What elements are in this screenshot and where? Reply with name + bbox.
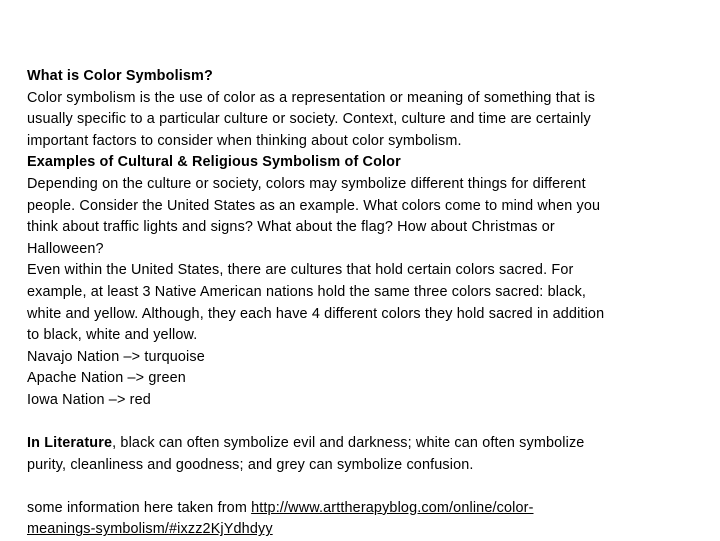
paragraph-line: Even within the United States, there are cultures that hold certain colors sacred. For <box>27 262 574 279</box>
heading-what-is-color-symbolism: What is Color Symbolism? <box>27 68 213 84</box>
literature-label: In Literature <box>27 435 113 452</box>
paragraph-line: important factors to consider when thinking about color symbolism. <box>27 132 462 149</box>
source-link[interactable]: http://www.arttherapyblog.com/online/color- <box>251 499 534 516</box>
literature-line-1 <box>27 433 695 455</box>
source-line-2 <box>27 519 695 541</box>
paragraph-line: Depending on the culture or society, colors may symbolize different things for different <box>27 175 586 192</box>
paragraph-line: Color symbolism is the use of color as a representation or meaning of something that is <box>27 89 596 106</box>
source-line-1 <box>27 498 695 520</box>
paragraph-line: think about traffic lights and signs? What about the flag? How about Christmas or <box>27 219 555 236</box>
paragraph-line: people. Consider the United States as an example. What colors come to mind when you <box>27 197 601 214</box>
nation-item-navajo: Navajo Nation –> turquoise <box>27 348 205 365</box>
paragraph-line: white and yellow. Although, they each have 4 different colors they hold sacred in addition <box>27 305 605 322</box>
literature-line-2: purity, cleanliness and goodness; and grey can symbolize confusion. <box>27 456 474 473</box>
source-link-continued[interactable]: meanings-symbolism/#ixzz2KjYdhdyy <box>27 521 273 538</box>
spacer <box>27 476 695 498</box>
paragraph-line: to black, white and yellow. <box>27 327 198 344</box>
source-prefix: some information here taken from <box>27 499 252 516</box>
spacer <box>27 412 695 434</box>
paragraph-line: Halloween? <box>27 240 104 257</box>
nation-item-iowa: Iowa Nation –> red <box>27 391 151 408</box>
paragraph-line: usually specific to a particular culture or society. Context, culture and time are certainly <box>27 111 591 128</box>
heading-examples: Examples of Cultural & Religious Symbolism of Color <box>27 154 401 171</box>
nation-item-apache: Apache Nation –> green <box>27 370 186 387</box>
document-body <box>27 66 695 541</box>
literature-text: , black can often symbolize evil and darkness; white can often symbolize <box>112 435 585 452</box>
paragraph-line: example, at least 3 Native American nations hold the same three colors sacred: black, <box>27 283 587 300</box>
